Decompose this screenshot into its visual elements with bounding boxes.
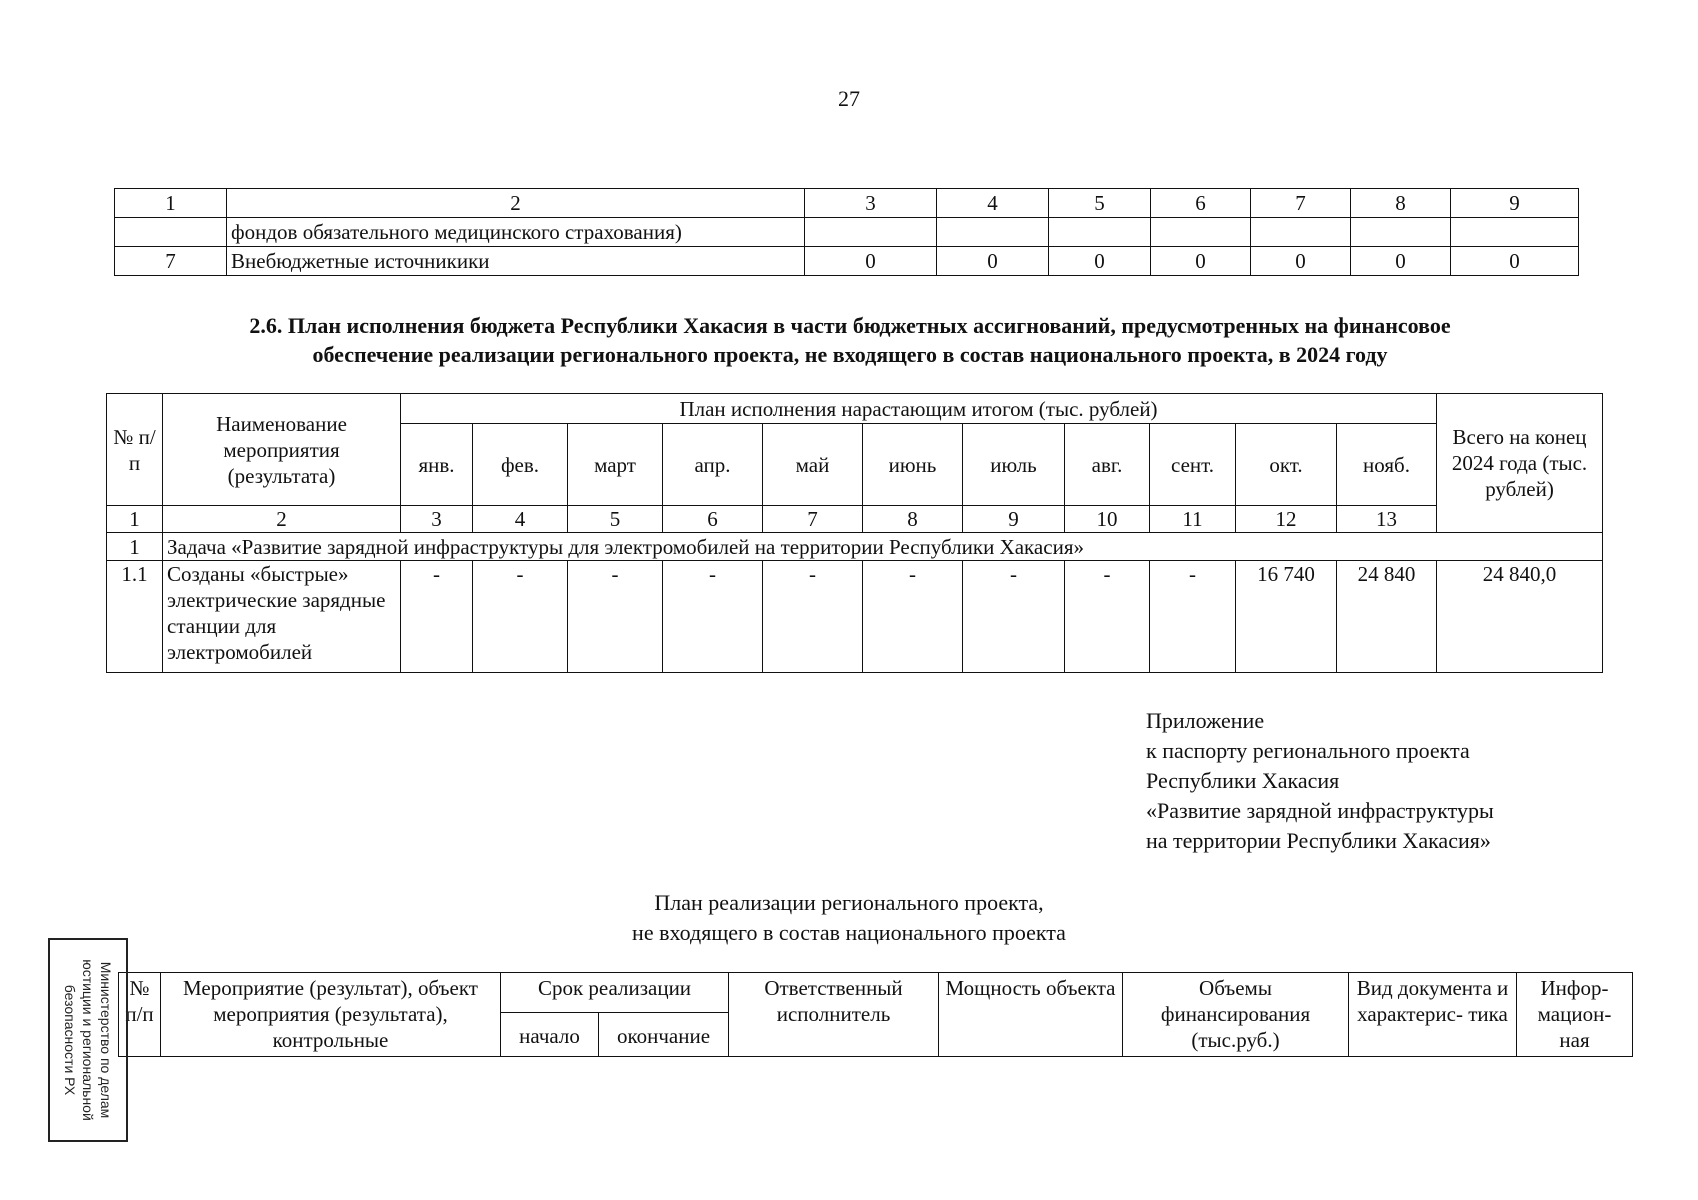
month-header: июнь [863, 424, 963, 506]
column-number: 2 [163, 506, 401, 533]
appendix-line: Республики Хакасия [1146, 768, 1340, 793]
table-row [107, 561, 1603, 673]
row-value: 0 [1251, 247, 1351, 276]
section-heading [140, 311, 1560, 369]
task-number: 1 [107, 533, 163, 561]
row-value: 24 840 [1337, 561, 1437, 673]
plan-title-line1: План реализации регионального проекта, [654, 890, 1044, 915]
appendix-line: на территории Республики Хакасия» [1146, 828, 1491, 853]
task-text: Задача «Развитие зарядной инфраструктуры для электромобилей на территории Республики Хакасия» [163, 533, 1603, 561]
column-number: 6 [663, 506, 763, 533]
month-header: авг. [1065, 424, 1150, 506]
col-total-header: Всего на конец 2024 года (тыс. рублей) [1437, 394, 1603, 533]
col-name-header: Наименование мероприятия (результата) [163, 394, 401, 506]
plan-header-row [107, 394, 1603, 424]
column-number: 11 [1150, 506, 1236, 533]
section-heading-line1: 2.6. План исполнения бюджета Республики Хакасия в части бюджетных ассигнований, предусмотренных на финансовое [249, 313, 1451, 338]
col-capacity-header: Мощность объекта [939, 973, 1123, 1057]
row-name: Созданы «быстрые» электрические зарядные станции для электромобилей [163, 561, 401, 673]
month-header: янв. [401, 424, 473, 506]
appendix-line: «Развитие зарядной инфраструктуры [1146, 798, 1494, 823]
row-value: - [401, 561, 473, 673]
col-responsible-header: Ответственный исполнитель [729, 973, 939, 1057]
top-table [114, 188, 1579, 276]
column-number: 8 [863, 506, 963, 533]
top-table-header-cell: 7 [1251, 189, 1351, 218]
column-number: 9 [963, 506, 1065, 533]
col-start-header: начало [501, 1013, 599, 1057]
top-table-header-cell: 1 [115, 189, 227, 218]
stamp-line: юстиции и региональной [80, 959, 96, 1121]
appendix-line: Приложение [1146, 708, 1265, 733]
top-table-header-cell: 9 [1451, 189, 1579, 218]
row-value [1351, 218, 1451, 247]
row-value: 0 [1049, 247, 1151, 276]
row-value: - [663, 561, 763, 673]
row-value: 0 [1351, 247, 1451, 276]
col-info-header: Инфор- мацион- ная [1517, 973, 1633, 1057]
col-funding-header: Объемы финансирования (тыс.руб.) [1123, 973, 1349, 1057]
row-value: - [473, 561, 568, 673]
row-value [1049, 218, 1151, 247]
row-total: 24 840,0 [1437, 561, 1603, 673]
col-group-header: План исполнения нарастающим итогом (тыс. рублей) [401, 394, 1437, 424]
task-row [107, 533, 1603, 561]
row-value: - [963, 561, 1065, 673]
plan-title [0, 888, 1698, 948]
impl-header-row [119, 973, 1633, 1013]
month-header: июль [963, 424, 1065, 506]
row-value: - [763, 561, 863, 673]
row-name: Внебюджетные источникики [227, 247, 805, 276]
col-document-header: Вид документа и характерис- тика [1349, 973, 1517, 1057]
table-row [115, 218, 1579, 247]
stamp-line: Министерство по делам [98, 961, 114, 1119]
row-value: 0 [1151, 247, 1251, 276]
top-table-header-cell: 8 [1351, 189, 1451, 218]
col-number-header: № п/п [119, 973, 161, 1057]
col-end-header: окончание [599, 1013, 729, 1057]
top-table-header-cell: 6 [1151, 189, 1251, 218]
top-table-header-cell: 2 [227, 189, 805, 218]
row-value: 0 [1451, 247, 1579, 276]
page-number: 27 [838, 86, 860, 111]
implementation-plan-table [118, 972, 1633, 1057]
month-header: март [568, 424, 663, 506]
month-header: сент. [1150, 424, 1236, 506]
top-table-header-cell: 4 [937, 189, 1049, 218]
row-number: 1.1 [107, 561, 163, 673]
row-value [1451, 218, 1579, 247]
column-number: 7 [763, 506, 863, 533]
row-value: 0 [805, 247, 937, 276]
top-table-header-cell: 3 [805, 189, 937, 218]
month-header: фев. [473, 424, 568, 506]
col-number-header: № п/п [107, 394, 163, 506]
row-value: - [863, 561, 963, 673]
row-value [1151, 218, 1251, 247]
column-number: 13 [1337, 506, 1437, 533]
column-number: 1 [107, 506, 163, 533]
col-event-header: Мероприятие (результат), объект мероприятия (результата), контрольные [161, 973, 501, 1057]
column-number: 10 [1065, 506, 1150, 533]
column-number: 12 [1236, 506, 1337, 533]
col-period-header: Срок реализации [501, 973, 729, 1013]
plan-title-line2: не входящего в состав национального проекта [632, 920, 1066, 945]
row-number: 7 [115, 247, 227, 276]
row-value [1251, 218, 1351, 247]
row-value [937, 218, 1049, 247]
month-header: май [763, 424, 863, 506]
month-header: нояб. [1337, 424, 1437, 506]
stamp-line: безопасности РХ [62, 984, 78, 1096]
column-number: 5 [568, 506, 663, 533]
row-value: - [1065, 561, 1150, 673]
row-value: - [1150, 561, 1236, 673]
row-name: фондов обязательного медицинского страхования) [227, 218, 805, 247]
row-value [805, 218, 937, 247]
row-number [115, 218, 227, 247]
row-value: 16 740 [1236, 561, 1337, 673]
row-value: - [568, 561, 663, 673]
top-table-header-cell: 5 [1049, 189, 1151, 218]
section-heading-line2: обеспечение реализации регионального проекта, не входящего в состав национального проекта, в 2024 году [312, 342, 1388, 367]
table-row [115, 247, 1579, 276]
column-number: 4 [473, 506, 568, 533]
stamp-text [61, 942, 115, 1138]
budget-plan-table [106, 393, 1603, 673]
registration-stamp [48, 938, 128, 1142]
appendix-line: к паспорту регионального проекта [1146, 738, 1470, 763]
row-value: 0 [937, 247, 1049, 276]
month-header: окт. [1236, 424, 1337, 506]
appendix-note [1146, 706, 1494, 856]
plan-colnum-row [107, 506, 1603, 533]
month-header: апр. [663, 424, 763, 506]
top-table-header-row [115, 189, 1579, 218]
column-number: 3 [401, 506, 473, 533]
